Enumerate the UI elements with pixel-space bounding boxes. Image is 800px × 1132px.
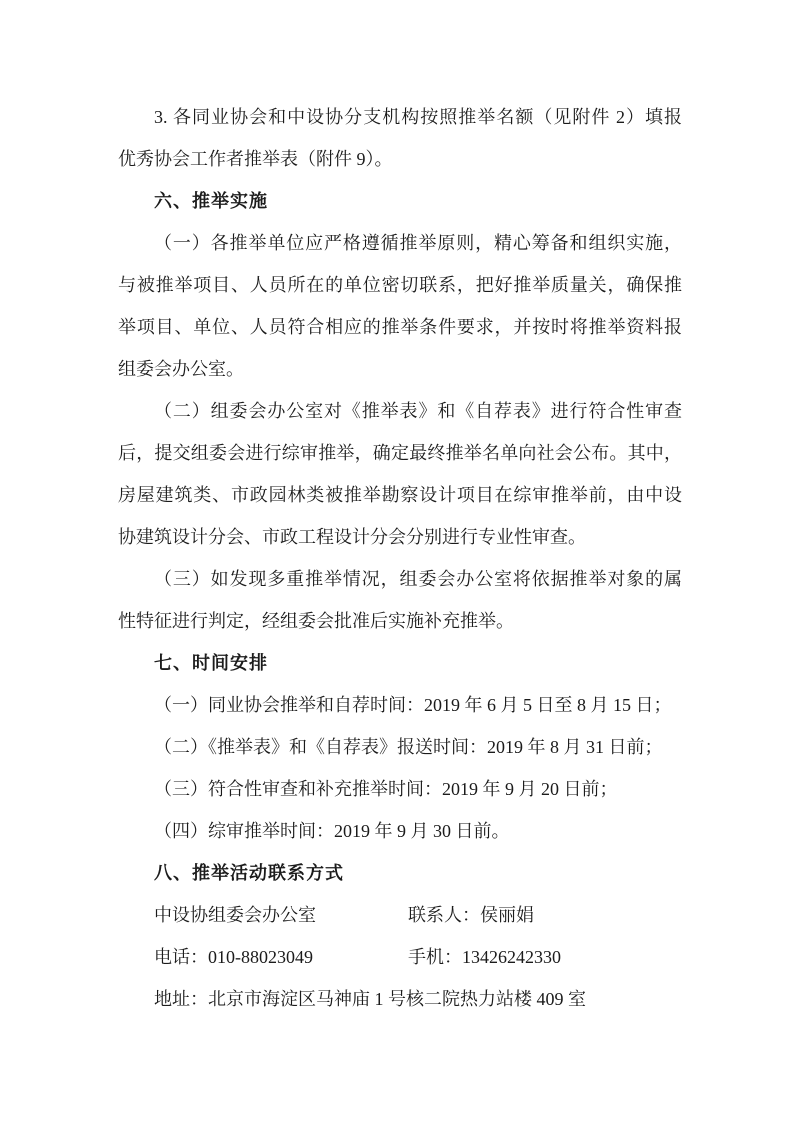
paragraph-line: 3. 各同业协会和中设协分支机构按照推举名额（见附件 2）填报 bbox=[154, 107, 682, 127]
paragraph-line: 与被推举项目、人员所在的单位密切联系，把好推举质量关，确保推 bbox=[118, 275, 682, 295]
paragraph-line: 房屋建筑类、市政园林类被推举勘察设计项目在综审推举前，由中设 bbox=[118, 485, 682, 505]
schedule-item-2: （二）《推举表》和《自荐表》报送时间：2019 年 8 月 31 日前； bbox=[154, 737, 663, 757]
contact-phone: 电话：010-88023049 bbox=[154, 947, 313, 967]
schedule-item-4: （四）综审推举时间：2019 年 9 月 30 日前。 bbox=[154, 821, 510, 841]
paragraph-line: 举项目、单位、人员符合相应的推举条件要求，并按时将推举资料报 bbox=[118, 317, 682, 337]
contact-person: 联系人：侯丽娟 bbox=[408, 905, 534, 925]
section-heading-8: 八、推举活动联系方式 bbox=[154, 863, 344, 883]
section-heading-6: 六、推举实施 bbox=[154, 191, 268, 211]
paragraph-line: 后，提交组委会进行综审推举，确定最终推举名单向社会公布。其中， bbox=[118, 443, 682, 463]
paragraph-line: （三）如发现多重推举情况，组委会办公室将依据推举对象的属 bbox=[154, 569, 682, 589]
paragraph-line: 优秀协会工作者推举表（附件 9）。 bbox=[118, 149, 393, 169]
contact-row bbox=[118, 894, 682, 936]
section-heading-7: 七、时间安排 bbox=[154, 653, 268, 673]
contact-row bbox=[118, 936, 682, 978]
contact-address: 地址：北京市海淀区马神庙 1 号核二院热力站楼 409 室 bbox=[154, 989, 586, 1009]
paragraph-line: 组委会办公室。 bbox=[118, 359, 244, 379]
contact-office: 中设协组委会办公室 bbox=[154, 905, 316, 925]
schedule-item-3: （三）符合性审查和补充推举时间：2019 年 9 月 20 日前； bbox=[154, 779, 618, 799]
paragraph-line: （一）各推举单位应严格遵循推举原则，精心筹备和组织实施， bbox=[154, 233, 682, 253]
paragraph-line: （二）组委会办公室对《推举表》和《自荐表》进行符合性审查 bbox=[154, 401, 682, 421]
paragraph-line: 协建筑设计分会、市政工程设计分会分别进行专业性审查。 bbox=[118, 527, 586, 547]
paragraph-line: 性特征进行判定，经组委会批准后实施补充推举。 bbox=[118, 611, 514, 631]
contact-mobile: 手机：13426242330 bbox=[408, 947, 561, 967]
schedule-item-1: （一）同业协会推举和自荐时间：2019 年 6 月 5 日至 8 月 15 日； bbox=[154, 695, 672, 715]
